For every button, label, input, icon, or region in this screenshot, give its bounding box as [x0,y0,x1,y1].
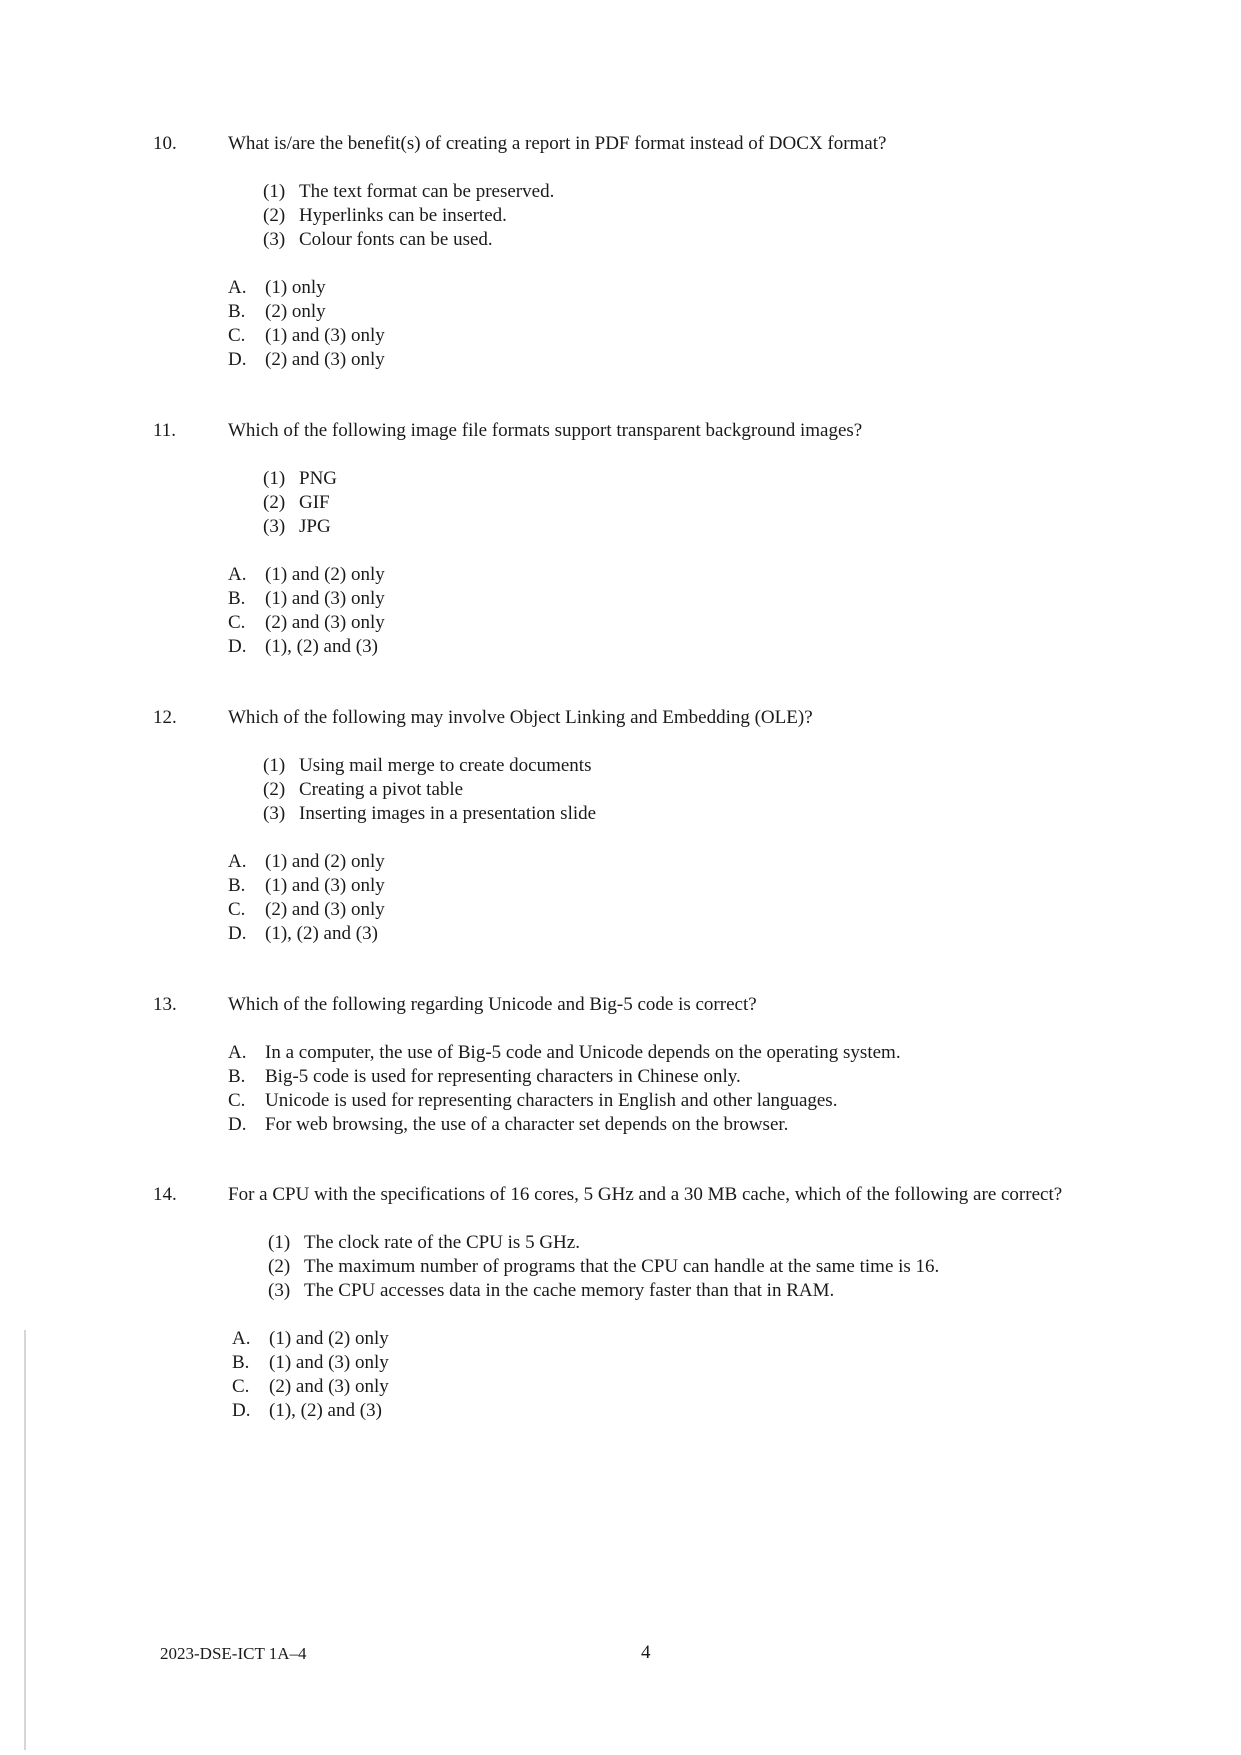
statement-item: (3) Colour fonts can be used. [263,229,493,250]
option-d: D. For web browsing, the use of a character set depends on the browser. [228,1114,789,1135]
statement-item: (1) Using mail merge to create documents [263,755,592,776]
option-b: B. (2) only [228,301,326,322]
paper-code: 2023-DSE-ICT 1A–4 [160,1644,307,1663]
question-number: 11. [153,420,177,441]
statement-list [268,1231,939,1303]
option-list [228,276,385,372]
question-text: Which of the following may involve Object Linking and Embedding (OLE)? [228,707,813,728]
option-list [228,850,385,946]
question-number: 13. [153,994,177,1015]
option-b: B. (1) and (3) only [228,875,385,896]
statement-list [263,467,337,539]
option-d: D. (1), (2) and (3) [232,1400,382,1421]
statement-item: (2) GIF [263,492,330,513]
option-a: A. (1) and (2) only [228,851,385,872]
option-b: B. Big-5 code is used for representing characters in Chinese only. [228,1066,741,1087]
option-c: C. (1) and (3) only [228,325,385,346]
option-a: A. (1) and (2) only [232,1328,389,1349]
statement-list [263,180,554,252]
question-text: What is/are the benefit(s) of creating a report in PDF format instead of DOCX format? [228,133,887,154]
option-d: D. (1), (2) and (3) [228,636,378,657]
statement-item: (1) The text format can be preserved. [263,181,555,202]
question-number: 12. [153,707,177,728]
option-a: A. (1) only [228,277,326,298]
statement-item: (1) The clock rate of the CPU is 5 GHz. [268,1232,580,1253]
statement-item: (2) Creating a pivot table [263,779,464,800]
option-a: A. In a computer, the use of Big-5 code and Unicode depends on the operating system. [228,1042,901,1063]
scan-edge-line [24,1330,26,1750]
statement-item: (3) Inserting images in a presentation slide [263,803,597,824]
statement-list [263,754,596,826]
option-c: C. (2) and (3) only [228,612,385,633]
option-a: A. (1) and (2) only [228,564,385,585]
page-number: 4 [641,1642,651,1663]
statement-item: (3) The CPU accesses data in the cache memory faster than that in RAM. [268,1280,835,1301]
option-d: D. (1), (2) and (3) [228,923,378,944]
option-c: C. (2) and (3) only [232,1376,389,1397]
question-number: 10. [153,133,177,154]
statement-item: (3) JPG [263,516,331,537]
statement-item: (2) The maximum number of programs that the CPU can handle at the same time is 16. [268,1256,940,1277]
option-b: B. (1) and (3) only [232,1352,389,1373]
option-list [228,1041,901,1137]
question-text: For a CPU with the specifications of 16 cores, 5 GHz and a 30 MB cache, which of the following are correct? [228,1184,1063,1205]
option-c: C. Unicode is used for representing characters in English and other languages. [228,1090,838,1111]
statement-item: (2) Hyperlinks can be inserted. [263,205,507,226]
option-b: B. (1) and (3) only [228,588,385,609]
option-list [232,1327,389,1423]
option-d: D. (2) and (3) only [228,349,385,370]
question-number: 14. [153,1184,177,1205]
question-text: Which of the following regarding Unicode and Big-5 code is correct? [228,994,757,1015]
statement-item: (1) PNG [263,468,338,489]
option-list [228,563,385,659]
question-text: Which of the following image file formats support transparent background images? [228,420,863,441]
option-c: C. (2) and (3) only [228,899,385,920]
